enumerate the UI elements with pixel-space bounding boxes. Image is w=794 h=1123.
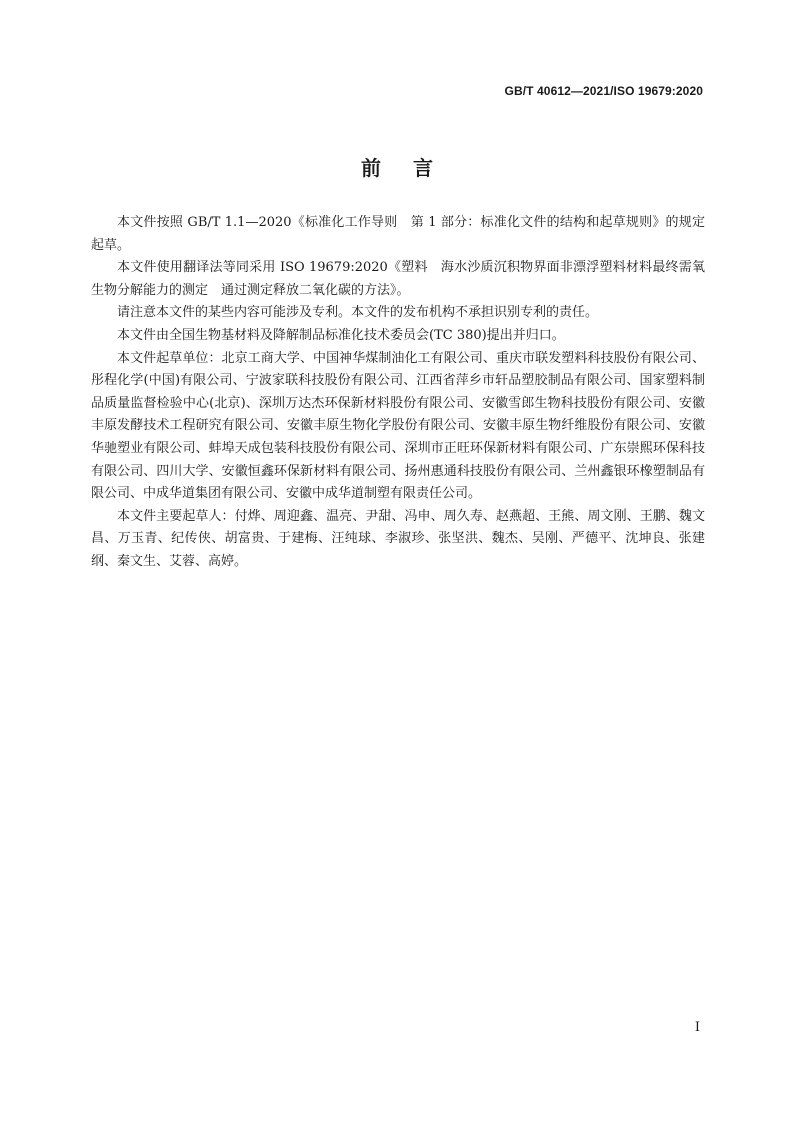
paragraph-adoption: 本文件使用翻译法等同采用 ISO 19679:2020《塑料 海水沙质沉积物界面非漂浮塑料材料最终需氧生物分解能力的测定 通过测定释放二氧化碳的方法》。 bbox=[91, 260, 705, 298]
paragraph-drafters: 本文件主要起草人：付烨、周迎鑫、温亮、尹甜、冯申、周久寿、赵燕超、王熊、周文刚、王鹏、魏文昌、万玉青、纪传侠、胡富贵、于建梅、汪纯球、李淑珍、张坚洪、魏杰、吴刚、严德平、沈坤良、张建纲、秦文生、艾蓉、高婷。 bbox=[91, 508, 705, 569]
paragraph-committee: 本文件由全国生物基材料及降解制品标准化技术委员会(TC 380)提出并归口。 bbox=[117, 327, 565, 343]
paragraph-drafting-rules: 本文件按照 GB/T 1.1—2020《标准化工作导则 第 1 部分：标准化文件的结构和起草规则》的规定起草。 bbox=[91, 215, 705, 253]
page-number: I bbox=[694, 1020, 700, 1035]
standard-number-header: GB/T 40612—2021/ISO 19679:2020 bbox=[504, 84, 703, 98]
foreword-body bbox=[91, 212, 705, 574]
paragraph-patent-notice: 请注意本文件的某些内容可能涉及专利。本文件的发布机构不承担识别专利的责任。 bbox=[117, 305, 599, 321]
page-title: 前言 bbox=[361, 156, 465, 180]
paragraph-drafting-organizations: 本文件起草单位：北京工商大学、中国神华煤制油化工有限公司、重庆市联发塑料科技股份有限公司、彤程化学(中国)有限公司、宁波家联科技股份有限公司、江西省萍乡市轩品塑胶制品有限公司、国家塑料制品质量监督检验中心(北京)、深圳万达杰环保新材料股份有限公司、安徽雪郎生物科技股份有限公司、安徽丰原发酵技术工程研究有限公司、安徽丰原生物化学股份有限公司、安徽丰原生物纤维股份有限公司、安徽华驰塑业有限公司、蚌埠天成包装科技股份有限公司、深圳市正旺环保新材料有限公司、广东崇熙环保科技有限公司、四川大学、安徽恒鑫环保新材料有限公司、扬州惠通科技股份有限公司、兰州鑫银环橡塑制品有限公司、中成华道集团有限公司、安徽中成华道制塑有限责任公司。 bbox=[91, 350, 705, 502]
